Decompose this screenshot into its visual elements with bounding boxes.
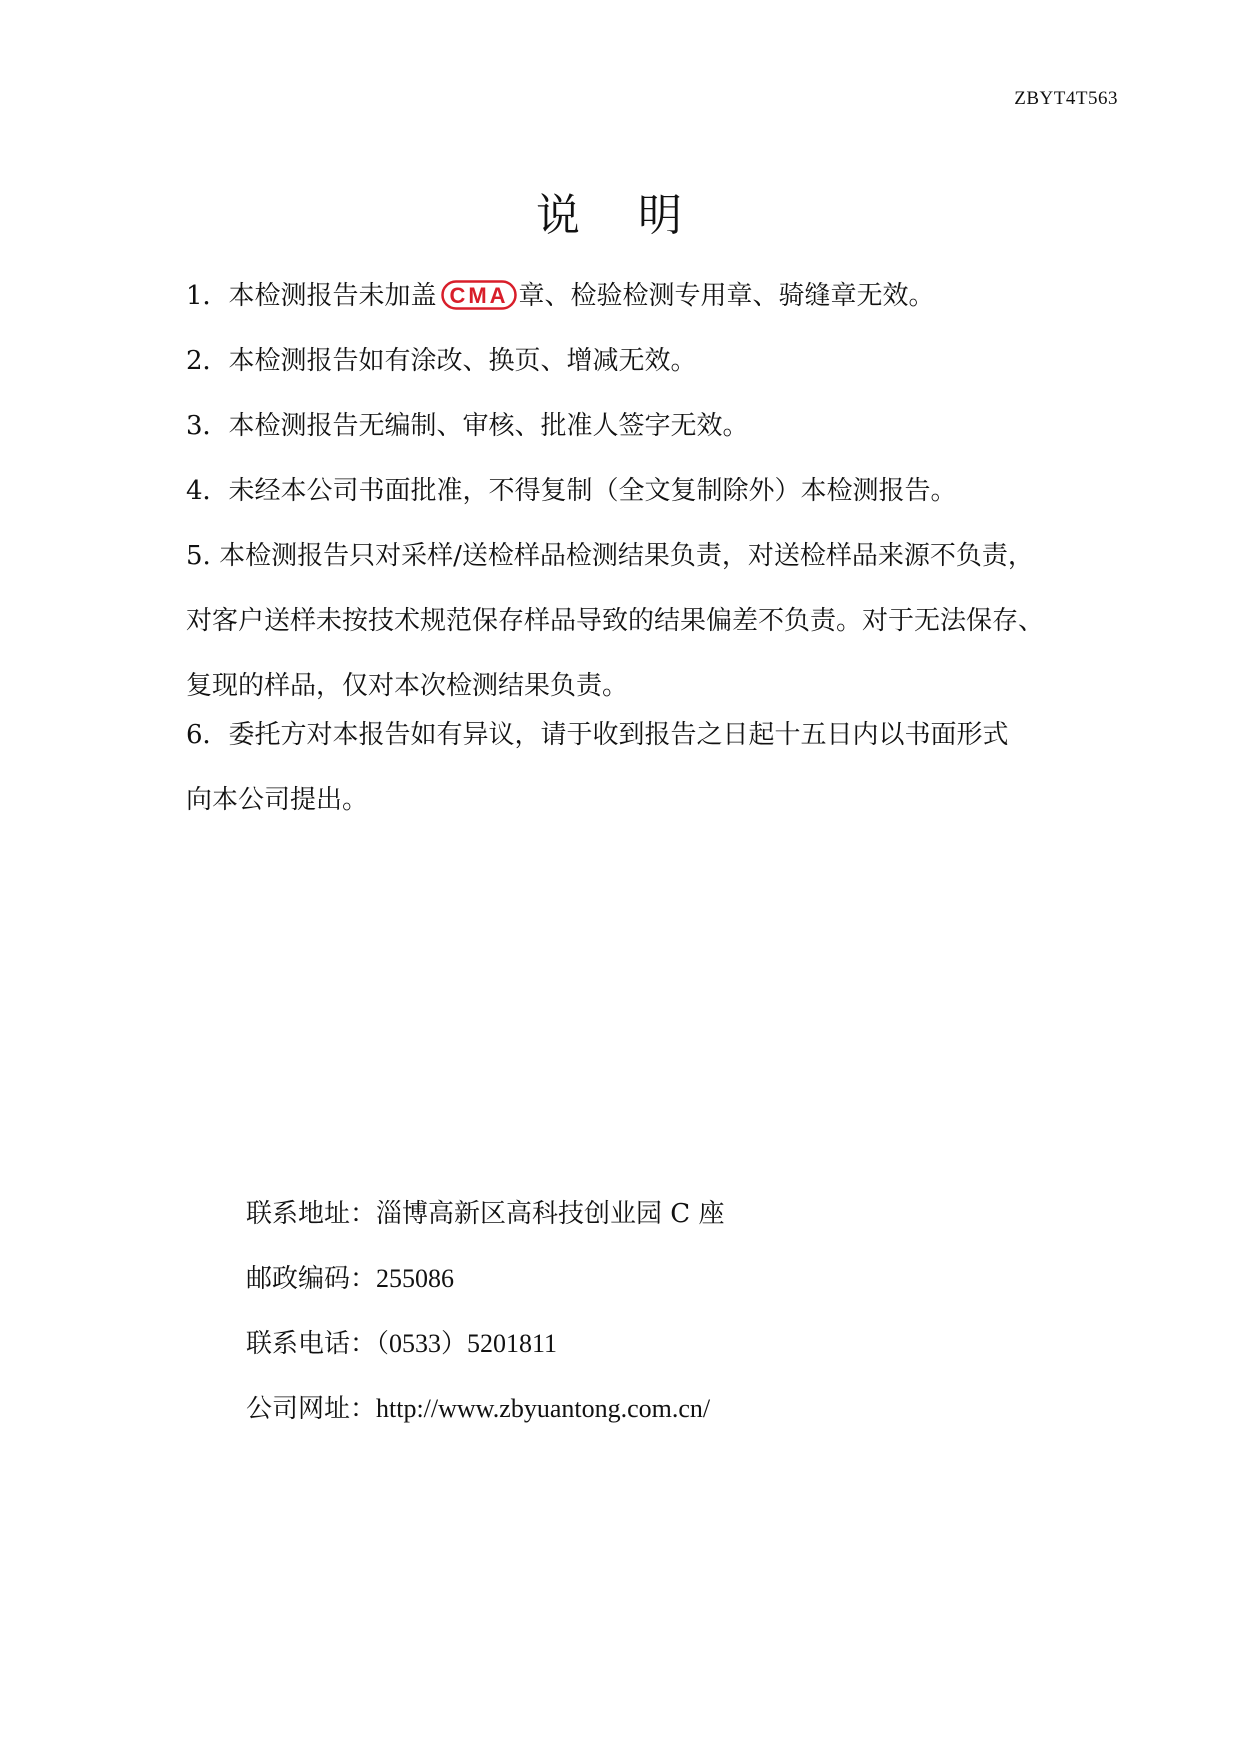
note-1-text-before: 1．本检测报告未加盖 — [186, 281, 437, 311]
contact-postcode — [246, 1263, 724, 1295]
note-item-5 — [186, 524, 1106, 719]
postcode-value: 255086 — [376, 1264, 455, 1293]
cma-stamp-icon — [441, 280, 517, 310]
note-item-4: 4．未经本公司书面批准，不得复制（全文复制除外）本检测报告。 — [186, 476, 957, 506]
note-item-2: 2．本检测报告如有涂改、换页、增减无效。 — [186, 346, 697, 376]
phone-value: （0533）5201811 — [376, 1329, 558, 1358]
phone-label: 联系电话： — [246, 1329, 377, 1359]
notes-list — [186, 280, 1106, 833]
note-item-3: 3．本检测报告无编制、审核、批准人签字无效。 — [186, 411, 749, 441]
contact-address — [246, 1198, 724, 1230]
note-item-6 — [186, 703, 1106, 833]
contact-website — [246, 1393, 724, 1425]
note-5-line-2: 对客户送样未按技术规范保存样品导致的结果偏差不负责。对于无法保存、 — [186, 606, 1045, 636]
address-value: 淄博高新区高科技创业园 C 座 — [376, 1199, 725, 1229]
document-code: ZBYT4T563 — [1014, 88, 1118, 109]
note-1-text-after: 章、检验检测专用章、骑缝章无效。 — [518, 281, 935, 311]
note-6-line-2: 向本公司提出。 — [186, 785, 369, 815]
website-link[interactable]: http://www.zbyuantong.com.cn/ — [376, 1394, 711, 1423]
note-item-1 — [186, 280, 1106, 312]
note-5-line-3: 复现的样品，仅对本次检测结果负责。 — [186, 671, 629, 701]
postcode-label: 邮政编码： — [246, 1264, 377, 1294]
note-6-line-1: 6．委托方对本报告如有异议，请于收到报告之日起十五日内以书面形式 — [186, 720, 1009, 750]
cma-stamp-text: CMA — [448, 283, 509, 308]
contact-phone — [246, 1328, 724, 1360]
page-title: 说 明 — [536, 190, 704, 242]
address-label: 联系地址： — [246, 1199, 377, 1229]
website-label: 公司网址： — [246, 1394, 377, 1424]
note-5-line-1: 5. 本检测报告只对采样/送检样品检测结果负责，对送检样品来源不负责， — [186, 541, 1034, 571]
contact-info — [246, 1198, 724, 1458]
